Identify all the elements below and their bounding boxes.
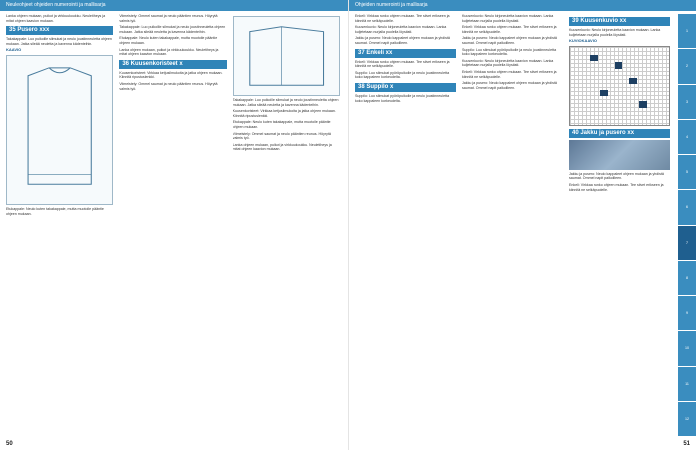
- body-text: Viimeistely: Ommel saumat ja neulo pääntien reunus. Höyrytä valmis työ.: [119, 14, 218, 23]
- garment-diagram: [233, 16, 340, 96]
- body-text: Suppilo: Luo silmukat pyöröpuikolle ja neulo joustinneuletta koko kappaleen korkeudelta.: [462, 47, 557, 57]
- body-text: Viimeistely: Ommel saumat ja neulo pääntien reunus. Höyrytä valmis työ.: [232, 131, 331, 141]
- chart-cell: [590, 55, 598, 61]
- body-text: Viimeistely: Ommel saumat ja neulo pääntien reunus. Höyrytä valmis työ.: [119, 81, 218, 91]
- right-page: [348, 0, 696, 450]
- right-columns: [355, 14, 670, 436]
- body-text: Enkeli: Virkkaa runko ohjeen mukaan. Tee siivet erikseen ja kiinnitä ne selkäpuolelle.: [355, 59, 450, 69]
- chart-cell: [639, 101, 647, 107]
- body-text: Etukappale: Neulo kuten takakappale, mutta muotoile pääntie ohjeen mukaan.: [232, 120, 331, 129]
- side-tab-active[interactable]: 7: [678, 226, 696, 260]
- body-text: Enkeli: Virkkaa runko ohjeen mukaan. Tee siivet erikseen ja kiinnitä ne selkäpuolelle.: [462, 25, 557, 34]
- chart-label: KUVIOKAAVIO: [569, 38, 597, 44]
- body-text: Kuusenkuvio: Neulo kirjoneuletta kaavion mukaan. Lanka kuljetetaan nurjalla puolella löysästi.: [355, 25, 447, 34]
- diagram-label: KAAVIO: [6, 47, 22, 53]
- left-columns: [6, 14, 340, 436]
- body-text: Enkeli: Virkkaa runko ohjeen mukaan. Tee siivet erikseen ja kiinnitä ne selkäpuolelle.: [462, 69, 557, 79]
- left-header-bar: Neuleohjeet ohjeiden numerointi ja mallisarja: [0, 0, 348, 11]
- right-column-2: [462, 14, 563, 436]
- side-tab[interactable]: 6: [678, 190, 696, 224]
- side-tab[interactable]: 1: [678, 14, 696, 48]
- right-column-1: [355, 14, 456, 436]
- body-text: Jakku ja pusero: Neulo kappaleet ohjeen mukaan ja yhdistä saumat. Ommel napit paikoilleen.: [462, 36, 557, 45]
- side-tab[interactable]: 9: [678, 296, 696, 330]
- body-text: Lanka ohjeen mukaan, puikot ja virkkuukoukku. Neuletiheys ja mitat ohjeen kaavion mukaan.: [6, 14, 106, 23]
- body-text: Lanka ohjeen mukaan, puikot ja virkkuukoukku. Neuletiheys ja mitat ohjeen kaavion mukaan.: [119, 47, 219, 57]
- body-text: Etukappale: Neulo kuten takakappale, mutta muotoile pääntie ohjeen mukaan.: [119, 36, 218, 45]
- body-text: Kuusenkoristeet: Virkkaa ketjusilmukoita ja jatka ohjeen mukaan. Kiinnitä ripustuslenkki.: [232, 109, 336, 118]
- pattern-heading-38: 38 Suppilo x: [355, 83, 456, 92]
- garment-schematic-icon: [234, 17, 339, 95]
- body-text: Lanka ohjeen mukaan, puikot ja virkkuukoukku. Neuletiheys ja mitat ohjeen kaavion mukaan.: [232, 142, 332, 152]
- page-number: 51: [683, 441, 690, 447]
- page-number: 50: [6, 441, 13, 447]
- chart-cell: [600, 90, 608, 96]
- side-tab[interactable]: 8: [678, 261, 696, 295]
- side-tab[interactable]: 12: [678, 402, 696, 436]
- right-column-3: [569, 14, 670, 436]
- left-column-1: [6, 14, 113, 436]
- body-text: Etukappale: Neulo kuten takakappale, mutta muotoile pääntie ohjeen mukaan.: [6, 206, 104, 216]
- body-text: Kuusenkuvio: Neulo kirjoneuletta kaavion mukaan. Lanka kuljetetaan nurjalla puolella löysästi.: [462, 58, 554, 68]
- right-header-bar: Ohjeiden numerointi ja mallisarja: [349, 0, 696, 11]
- chart-cell: [629, 78, 637, 84]
- body-text: Enkeli: Virkkaa runko ohjeen mukaan. Tee siivet erikseen ja kiinnitä ne selkäpuolelle.: [569, 182, 664, 192]
- body-text: Jakku ja pusero: Neulo kappaleet ohjeen mukaan ja yhdistä saumat. Ommel napit paikoilleen.: [569, 171, 664, 181]
- side-tab[interactable]: 10: [678, 331, 696, 365]
- colorwork-chart: [569, 46, 670, 126]
- pattern-heading-35: 35 Pusero xxx: [6, 26, 113, 35]
- side-tab[interactable]: 3: [678, 85, 696, 119]
- side-tab[interactable]: 2: [678, 49, 696, 83]
- pattern-heading-37: 37 Enkeli xx: [355, 49, 456, 58]
- jacket-photo: [569, 140, 670, 170]
- body-text: Takakappale: Luo puikoille silmukat ja neulo joustinneuletta ohjeen mukaan. Jatka sileää neuletta ja kavenna kädenteihin.: [6, 37, 112, 46]
- sweater-schematic-icon: [7, 56, 112, 204]
- pattern-heading-39: 39 Kuusenkuvio xx: [569, 17, 670, 26]
- body-text: Suppilo: Luo silmukat pyöröpuikolle ja neulo joustinneuletta koko kappaleen korkeudelta.: [355, 93, 450, 103]
- left-column-3: [233, 14, 340, 436]
- sweater-diagram: [6, 55, 113, 205]
- body-text: Takakappale: Luo puikoille silmukat ja neulo joustinneuletta ohjeen mukaan. Jatka sileää neuletta ja kavenna kädenteihin.: [119, 25, 226, 34]
- side-tab[interactable]: 4: [678, 120, 696, 154]
- pattern-heading-36: 36 Kuusenkoristeet x: [119, 60, 226, 69]
- body-text: Kuusenkoristeet: Virkkaa ketjusilmukoita ja jatka ohjeen mukaan. Kiinnitä ripustuslenkki.: [119, 70, 223, 80]
- body-text: Takakappale: Luo puikoille silmukat ja neulo joustinneuletta ohjeen mukaan. Jatka sileää neuletta ja kavenna kädenteihin.: [232, 98, 339, 107]
- side-tab[interactable]: 11: [678, 367, 696, 401]
- side-tabs: [678, 14, 696, 436]
- left-column-2: [119, 14, 226, 436]
- body-text: Jakku ja pusero: Neulo kappaleet ohjeen mukaan ja yhdistä saumat. Ommel napit paikoilleen.: [462, 81, 557, 90]
- body-text: Kuusenkuvio: Neulo kirjoneuletta kaavion mukaan. Lanka kuljetetaan nurjalla puolella löysästi.: [462, 14, 554, 23]
- body-text: Enkeli: Virkkaa runko ohjeen mukaan. Tee siivet erikseen ja kiinnitä ne selkäpuolelle.: [355, 14, 450, 23]
- pattern-heading-40: 40 Jakku ja pusero xx: [569, 129, 670, 138]
- body-text: Kuusenkuvio: Neulo kirjoneuletta kaavion mukaan. Lanka kuljetetaan nurjalla puolella löysästi.: [569, 28, 661, 37]
- side-tab[interactable]: 5: [678, 155, 696, 189]
- chart-cell: [615, 62, 623, 68]
- body-text: Suppilo: Luo silmukat pyöröpuikolle ja neulo joustinneuletta koko kappaleen korkeudelta.: [355, 70, 450, 80]
- body-text: Jakku ja pusero: Neulo kappaleet ohjeen mukaan ja yhdistä saumat. Ommel napit paikoilleen.: [355, 36, 450, 45]
